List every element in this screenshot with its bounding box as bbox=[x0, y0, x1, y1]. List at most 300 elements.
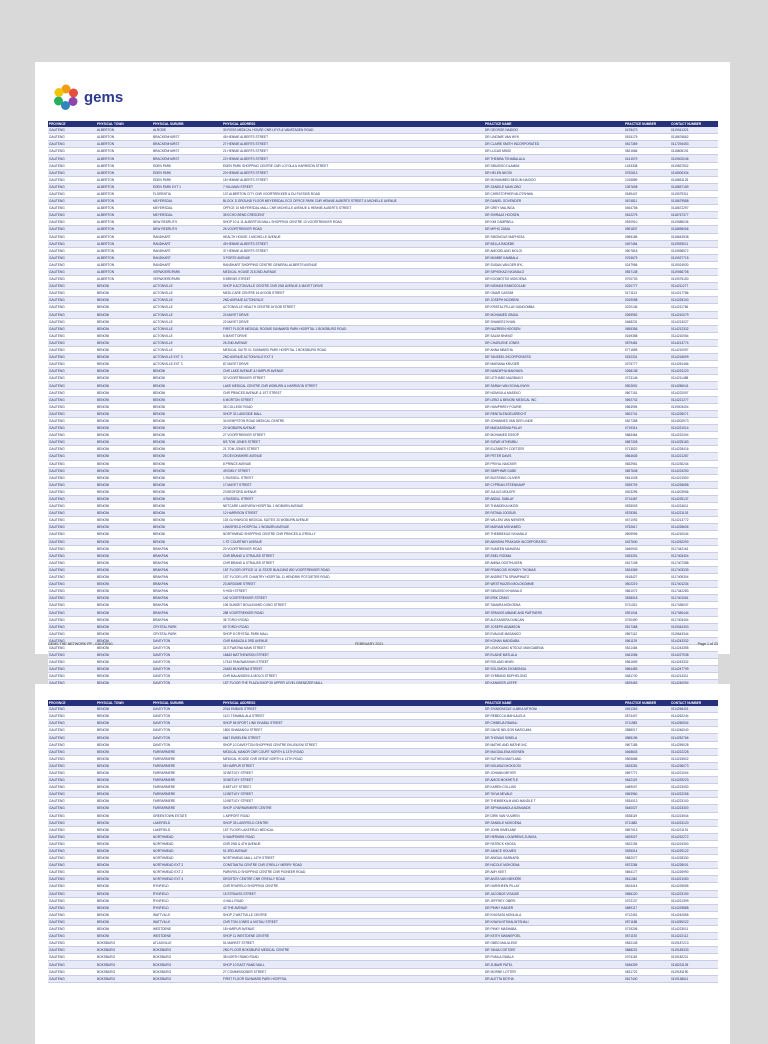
table-cell: 0578381 bbox=[624, 510, 670, 517]
table-cell: GAUTENG bbox=[48, 911, 96, 918]
table-cell: 22 MAYET DRIVE bbox=[222, 318, 484, 325]
table-cell: GAUTENG bbox=[48, 254, 96, 261]
table-row bbox=[48, 155, 718, 162]
table-row bbox=[48, 798, 718, 805]
table-cell: 34 KEMPSTON ROAD MEDICAL CENTRE bbox=[222, 417, 484, 424]
table-row bbox=[48, 904, 718, 911]
table-cell: GAUTENG bbox=[48, 826, 96, 833]
table-cell: 0114223050 bbox=[670, 784, 718, 791]
table-row bbox=[48, 233, 718, 240]
table-cell: 0114223120 bbox=[670, 819, 718, 826]
table-cell: 0169358 bbox=[624, 332, 670, 339]
table-cell: DR JOHN SIMELANE bbox=[484, 826, 624, 833]
table-cell: DR FATIMA JOOSUB bbox=[484, 510, 624, 517]
table-cell: 0557138 bbox=[624, 268, 670, 275]
table-cell: 0546309 bbox=[624, 961, 670, 968]
table-cell: BENONI bbox=[152, 368, 222, 375]
table-cell: NETCARE LAKEVIEW HOSPITAL 1 WOBURN AVENUE bbox=[222, 503, 484, 510]
table-cell: ALBERTON bbox=[96, 127, 152, 134]
table-cell: 0114222112 bbox=[670, 933, 718, 940]
table-cell: GAUTENG bbox=[48, 212, 96, 219]
table-cell: BENONI bbox=[96, 748, 152, 755]
table-cell: 0451363 bbox=[624, 706, 670, 713]
table-row bbox=[48, 961, 718, 968]
table-cell: ACTONVILLE bbox=[152, 283, 222, 290]
table-cell: DAVEYTON bbox=[152, 652, 222, 659]
table-row bbox=[48, 819, 718, 826]
table-cell: LAKEFIELD bbox=[152, 826, 222, 833]
table-cell: 0821666 bbox=[624, 148, 670, 155]
table-row bbox=[48, 926, 718, 933]
table-cell: BENONI bbox=[96, 375, 152, 382]
table-cell: DR ELIZABETH COETZER bbox=[484, 446, 624, 453]
column-header: CONTACT NUMBER bbox=[670, 700, 718, 706]
table-cell: SHOP 65 SPORT LINK EHABILI STREET bbox=[222, 720, 484, 727]
table-cell: 0114212332 bbox=[670, 325, 718, 332]
table-row bbox=[48, 389, 718, 396]
table-cell: GAUTENG bbox=[48, 637, 96, 644]
table-cell: BRAKPAN bbox=[152, 574, 222, 581]
table-cell: 8 PRINCE AVENUE bbox=[222, 460, 484, 467]
table-cell: CNR PRINCES AVENUE & 1ST STREET bbox=[222, 389, 484, 396]
table-cell: WESTDENE bbox=[152, 926, 222, 933]
table-cell: DR WESTHUIZEN MOLOKOMME bbox=[484, 581, 624, 588]
table-cell: DAVEYTON bbox=[152, 637, 222, 644]
table-cell: GAUTENG bbox=[48, 453, 96, 460]
table-cell: RYNFIELD bbox=[152, 883, 222, 890]
table-cell: 0478473 bbox=[624, 127, 670, 134]
table-cell: BENONI bbox=[96, 318, 152, 325]
table-cell: BENONI bbox=[152, 417, 222, 424]
table-cell: 0119002046 bbox=[670, 155, 718, 162]
table-cell: DR MPHO ZUMA bbox=[484, 226, 624, 233]
table-cell: GAUTENG bbox=[48, 798, 96, 805]
table-cell: GAUTENG bbox=[48, 304, 96, 311]
table-cell: 0114223300 bbox=[670, 805, 718, 812]
table-row bbox=[48, 205, 718, 212]
table-cell: BENONI bbox=[96, 904, 152, 911]
table-cell: 0653960 bbox=[624, 791, 670, 798]
table-row bbox=[48, 311, 718, 318]
table-cell: BENONI bbox=[96, 911, 152, 918]
table-cell: BOKSBURG bbox=[152, 961, 222, 968]
table-cell: 27 VOORTREKKER STREET bbox=[222, 432, 484, 439]
table-cell: FARRARMERE bbox=[152, 755, 222, 762]
table-cell: BENONI bbox=[96, 439, 152, 446]
table-cell: GAUTENG bbox=[48, 396, 96, 403]
table-cell: 24 MAYET DRIVE bbox=[222, 311, 484, 318]
table-cell: GAUTENG bbox=[48, 276, 96, 283]
table-cell: 0269952 bbox=[624, 311, 670, 318]
table-cell: GAUTENG bbox=[48, 148, 96, 155]
table-cell: DR PUMLA GWALA bbox=[484, 954, 624, 961]
table-cell: BENONI bbox=[96, 644, 152, 651]
table-cell: 0114225137 bbox=[670, 495, 718, 502]
table-row bbox=[48, 453, 718, 460]
table-cell: DR NOLWAZI MOKGOSI bbox=[484, 762, 624, 769]
table-cell: GAUTENG bbox=[48, 183, 96, 190]
table-cell: BENONI bbox=[96, 826, 152, 833]
table-cell: BENONI bbox=[96, 741, 152, 748]
table-cell: 55 HARPUR STREET bbox=[222, 762, 484, 769]
table-cell: GAUTENG bbox=[48, 297, 96, 304]
table-cell: ACTONVILLE bbox=[152, 332, 222, 339]
table-row bbox=[48, 826, 718, 833]
table-cell: DR MARIANA KRUGER bbox=[484, 361, 624, 368]
table-row bbox=[48, 375, 718, 382]
table-row bbox=[48, 616, 718, 623]
table-cell: DR ALETTA BOTHA bbox=[484, 975, 624, 982]
column-header: PRACTICE NAME bbox=[484, 121, 624, 127]
table-cell: PARKFIELD SHOPPING CENTRE CNR PIONEER ROAD bbox=[222, 869, 484, 876]
table-cell: GAUTENG bbox=[48, 869, 96, 876]
table-cell: GAUTENG bbox=[48, 474, 96, 481]
table-cell: 0632961 bbox=[624, 460, 670, 467]
table-cell: 0464708 bbox=[624, 205, 670, 212]
table-cell: 0661072 bbox=[624, 588, 670, 595]
table-cell: CNR BRAND & STRAUSS STREET bbox=[222, 559, 484, 566]
table-cell: 0461066 bbox=[624, 652, 670, 659]
table-cell: BENONI bbox=[96, 673, 152, 680]
table-cell: ACTONVILLE bbox=[152, 347, 222, 354]
table-cell: 0118605191 bbox=[670, 148, 718, 155]
table-cell: 0114224250 bbox=[670, 467, 718, 474]
table-cell: 26 VOORTREKKER ROAD bbox=[222, 226, 484, 233]
table-cell: 0535014 bbox=[624, 847, 670, 854]
table-row bbox=[48, 339, 718, 346]
table-row bbox=[48, 933, 718, 940]
table-cell: ALBERTON bbox=[96, 155, 152, 162]
table-row bbox=[48, 219, 718, 226]
table-cell: 27 COMMISSIONER STREET bbox=[222, 968, 484, 975]
table-row bbox=[48, 368, 718, 375]
table-cell: 0535003 bbox=[624, 503, 670, 510]
table-cell: BENONI bbox=[96, 630, 152, 637]
table-cell: DR JOSEPH ADAMSON bbox=[484, 623, 624, 630]
table-row bbox=[48, 784, 718, 791]
table-cell: 0692742 bbox=[624, 396, 670, 403]
table-cell: RANDHART bbox=[152, 240, 222, 247]
table-cell: OFFICE 10 MEYERSDAL MALL CNR MICHELLE AVENUE & HENNIE ALBERTS STREET bbox=[222, 205, 484, 212]
table-cell: 0247956 bbox=[624, 261, 670, 268]
table-row bbox=[48, 911, 718, 918]
table-cell: 31 ETWATWA MAIN STREET bbox=[222, 644, 484, 651]
table-cell: 0114225555 bbox=[670, 883, 718, 890]
table-cell: BENONI bbox=[96, 659, 152, 666]
table-cell: BENONI bbox=[96, 559, 152, 566]
table-cell: MEDICAL HOUSE CNR GREAT NORTH & 13TH ROAD bbox=[222, 755, 484, 762]
table-cell: 0118661125 bbox=[670, 176, 718, 183]
table-row bbox=[48, 127, 718, 134]
table-cell: 18483 MATTHEWSON STREET bbox=[222, 652, 484, 659]
table-cell: 0561129 bbox=[624, 637, 670, 644]
table-row bbox=[48, 240, 718, 247]
table-cell: 0572284 bbox=[624, 862, 670, 869]
table-row bbox=[48, 602, 718, 609]
table-cell: DR SYBRAND BOPHELONG bbox=[484, 673, 624, 680]
table-cell: FLORENTIA bbox=[152, 190, 222, 197]
table-cell: EDEN PARK EXT 1 bbox=[152, 183, 222, 190]
table-cell: 0114250534 bbox=[670, 720, 718, 727]
table-cell: 0119643344 bbox=[670, 630, 718, 637]
table-cell: RYNFIELD bbox=[152, 890, 222, 897]
table-cell: 0117401061 bbox=[670, 595, 718, 602]
table-cell: 0403296 bbox=[624, 488, 670, 495]
table-cell: BENONI bbox=[152, 389, 222, 396]
table-cell: 5 MAYET DRIVE bbox=[222, 332, 484, 339]
table-cell: DR TIKVA NEVALE bbox=[484, 791, 624, 798]
table-cell: 0114259028 bbox=[670, 741, 718, 748]
table-cell: GAUTENG bbox=[48, 325, 96, 332]
table-cell: 0118000334 bbox=[670, 169, 718, 176]
table-cell: 6667 EMSELENI STREET bbox=[222, 734, 484, 741]
table-cell: 0763679 bbox=[624, 254, 670, 261]
table-cell: 32 BETLEY STREET bbox=[222, 769, 484, 776]
table-cell: EDEN PARK bbox=[152, 169, 222, 176]
table-cell: SHOP 2 WATTVILLE CENTRE bbox=[222, 911, 484, 918]
table-cell: BENONI bbox=[96, 840, 152, 847]
table-cell: 36 TORCH ROAD bbox=[222, 616, 484, 623]
table-cell: MEDICAL SUITE 01 SUNWARD PARK HOSPITAL 1 BOKSBURG ROAD bbox=[222, 347, 484, 354]
table-row bbox=[48, 531, 718, 538]
table-cell: BENONI bbox=[96, 812, 152, 819]
table-cell: BENONI bbox=[152, 467, 222, 474]
table-cell: BLOCK D GROUND FLOOR MEYERSDAL ECO OFFICE PARK CNR HENNIE ALBERTS STREET & MICHELLE AVENUE bbox=[222, 198, 484, 205]
table-cell: NEW REDRUTH bbox=[152, 219, 222, 226]
table-cell: BENONI bbox=[152, 474, 222, 481]
table-cell: 1 AIRPORT ROAD bbox=[222, 812, 484, 819]
table-cell: 0507818 bbox=[624, 247, 670, 254]
table-cell: BENONI bbox=[96, 503, 152, 510]
column-header: PROVINCE bbox=[48, 121, 96, 127]
table-cell: DR PINKY MASHABA bbox=[484, 926, 624, 933]
table-cell: GAUTENG bbox=[48, 425, 96, 432]
table-cell: DR THEMBA TSHABALALA bbox=[484, 155, 624, 162]
table-row bbox=[48, 268, 718, 275]
table-cell: CNR TOM JONES & MOTAU STREET bbox=[222, 918, 484, 925]
table-cell: GAUTENG bbox=[48, 432, 96, 439]
table-row bbox=[48, 897, 718, 904]
table-cell: DR PINNY HAIDER bbox=[484, 904, 624, 911]
table-row bbox=[48, 467, 718, 474]
table-row bbox=[48, 727, 718, 734]
table-cell: 0642119 bbox=[624, 777, 670, 784]
table-cell: 0629027 bbox=[624, 833, 670, 840]
table-cell: GAUTENG bbox=[48, 460, 96, 467]
table-row bbox=[48, 538, 718, 545]
table-cell: 0189447 bbox=[624, 190, 670, 197]
table-cell: DR MAGDALENA KEENEN bbox=[484, 748, 624, 755]
table-row bbox=[48, 276, 718, 283]
table-cell: DROSTDY CENTRE CNR O'REILLY ROAD bbox=[222, 876, 484, 883]
table-cell: NORTHMEAD bbox=[152, 847, 222, 854]
table-cell: 0319058 bbox=[624, 297, 670, 304]
table-cell: 0114246040 bbox=[670, 727, 718, 734]
table-row bbox=[48, 812, 718, 819]
table-cell: 0114222268 bbox=[670, 791, 718, 798]
table-cell: 0114221103 bbox=[670, 510, 718, 517]
table-cell: GAUTENG bbox=[48, 169, 96, 176]
table-cell: BRAKPAN bbox=[152, 566, 222, 573]
table-cell: BENONI bbox=[96, 290, 152, 297]
table-cell: 37 HENNIE ALBERTS STREET bbox=[222, 247, 484, 254]
table-cell: GAUTENG bbox=[48, 332, 96, 339]
table-cell: BENONI bbox=[96, 869, 152, 876]
table-cell: BRACKENHURST bbox=[152, 155, 222, 162]
provider-table bbox=[48, 121, 718, 695]
table-cell: 0114223100 bbox=[670, 798, 718, 805]
table-row bbox=[48, 890, 718, 897]
table-cell: DR AMOS MOKHETLE bbox=[484, 777, 624, 784]
table-row bbox=[48, 162, 718, 169]
table-cell: DR LETHABO MAZIBUKO bbox=[484, 375, 624, 382]
table-cell: DR JEFFREY OBERI bbox=[484, 897, 624, 904]
table-cell: EDEN PARK bbox=[152, 176, 222, 183]
table-cell: DR PETER DAVIS bbox=[484, 453, 624, 460]
table-cell: DR JOSEPH NGOBENI bbox=[484, 297, 624, 304]
table-cell: 107 ALBERTON CITY CNR VOORTREKKER & DU PLESSIS ROAD bbox=[222, 190, 484, 197]
table-cell: BENONI bbox=[96, 602, 152, 609]
table-cell: 0920910 bbox=[624, 219, 670, 226]
table-cell: DR SANDILE MAHLOBO bbox=[484, 183, 624, 190]
table-cell: BENONI bbox=[96, 425, 152, 432]
table-cell: DR SPANIOS MBANE AND PARTNERS bbox=[484, 609, 624, 616]
table-cell: GAUTENG bbox=[48, 855, 96, 862]
table-cell: 0437640 bbox=[624, 538, 670, 545]
table-cell: 0640027 bbox=[624, 805, 670, 812]
table-cell: 0607185 bbox=[624, 741, 670, 748]
table-cell: GAUTENG bbox=[48, 503, 96, 510]
table-cell: DR OMAR CASSIM bbox=[484, 290, 624, 297]
table-cell: GAUTENG bbox=[48, 862, 96, 869]
table-cell: GAUTENG bbox=[48, 609, 96, 616]
table-cell: GAUTENG bbox=[48, 545, 96, 552]
table-cell: ALBERTON bbox=[96, 148, 152, 155]
table-cell: 0114256401 bbox=[670, 706, 718, 713]
table-cell: 5 BREWS STREET bbox=[222, 276, 484, 283]
table-cell: DR KHAYA NTSHALINTSHALI bbox=[484, 918, 624, 925]
table-cell: 0517368 bbox=[624, 623, 670, 630]
table-cell: 0607151 bbox=[624, 389, 670, 396]
table-cell: 0114243332 bbox=[670, 659, 718, 666]
table-cell: LAKE MEDICAL CENTRE CNR WOBURN & HARRISON STREET bbox=[222, 382, 484, 389]
table-cell: 0703118 bbox=[624, 954, 670, 961]
table-row bbox=[48, 791, 718, 798]
table-cell: DR SHANEEZ KHAN bbox=[484, 318, 624, 325]
table-cell: SHOP 10 & 11 ALBERTON MALL SHOPPING CENTRE 13 VOORTREKKER ROAD bbox=[222, 219, 484, 226]
table-cell: 0118696066 bbox=[670, 226, 718, 233]
table-cell: 0481740 bbox=[624, 673, 670, 680]
table-cell: DAVEYTON bbox=[152, 734, 222, 741]
table-cell: DR DANIEL GOVENDER bbox=[484, 198, 624, 205]
table-cell: DR SOLOMON SIYABONGA bbox=[484, 666, 624, 673]
table-cell: 0114223190 bbox=[670, 890, 718, 897]
table-cell: DR WILLEM VAN NIEKERK bbox=[484, 517, 624, 524]
table-cell: 0114243332 bbox=[670, 637, 718, 644]
table-cell: 1121 TSHABALALA STREET bbox=[222, 713, 484, 720]
table-cell: DR KIM CAMPBELL bbox=[484, 219, 624, 226]
table-cell: 0119027715 bbox=[670, 254, 718, 261]
table-cell: DR GREY MALINGA bbox=[484, 205, 624, 212]
table-cell: 0119075150 bbox=[670, 276, 718, 283]
table-cell: GAUTENG bbox=[48, 926, 96, 933]
table-row bbox=[48, 382, 718, 389]
table-cell: BRAKPAN bbox=[152, 545, 222, 552]
table-cell: GAUTENG bbox=[48, 446, 96, 453]
table-row bbox=[48, 588, 718, 595]
table-cell: GAUTENG bbox=[48, 531, 96, 538]
table-cell: 23 BEDFORD AVENUE bbox=[222, 488, 484, 495]
table-cell: 0114221277 bbox=[670, 396, 718, 403]
footer-page-number: Page 1 of 23 bbox=[697, 642, 718, 646]
table-cell: NORTHMEAD EXT 2 bbox=[152, 869, 222, 876]
table-cell: DAVEYTON bbox=[152, 713, 222, 720]
table-cell: BENONI bbox=[96, 727, 152, 734]
table-cell: GAUTENG bbox=[48, 389, 96, 396]
table-cell: DR CHARLENE JONES bbox=[484, 339, 624, 346]
table-cell: 0117450444 bbox=[670, 609, 718, 616]
table-cell: GAUTENG bbox=[48, 890, 96, 897]
table-cell: 18 HARPUR AVENUE bbox=[222, 926, 484, 933]
table-cell: BENONI bbox=[96, 481, 152, 488]
table-cell: DR ROLAND MNISI bbox=[484, 659, 624, 666]
column-header: PRACTICE NAME bbox=[484, 700, 624, 706]
table-cell: SHOP 8 CRYSTAL PARK MALL bbox=[222, 630, 484, 637]
table-cell: DR THOMAS SIWELA bbox=[484, 734, 624, 741]
table-cell: ALBERTON bbox=[96, 219, 152, 226]
table-cell: DAVEYTON bbox=[152, 741, 222, 748]
table-cell: BENONI bbox=[152, 488, 222, 495]
table-cell: LINKSFIELD HOSPITAL 1 WOBURN AVENUE bbox=[222, 524, 484, 531]
table-cell: GAUTENG bbox=[48, 876, 96, 883]
table-cell: GAUTENG bbox=[48, 652, 96, 659]
table-cell: DR MATHE AND MATHE INC bbox=[484, 741, 624, 748]
gems-flower-icon bbox=[51, 82, 81, 112]
table-cell: 0117403404 bbox=[670, 616, 718, 623]
table-cell: 0114213774 bbox=[670, 339, 718, 346]
table-cell: DAVEYTON bbox=[152, 666, 222, 673]
table-cell: ACTONVILLE EXT 3 bbox=[152, 361, 222, 368]
table-cell: 0711331 bbox=[624, 602, 670, 609]
table-cell: BENONI bbox=[96, 616, 152, 623]
table-cell: BENONI bbox=[96, 304, 152, 311]
table-cell: BENONI bbox=[152, 439, 222, 446]
table-cell: 0114224611 bbox=[670, 503, 718, 510]
table-cell: 0689117 bbox=[624, 904, 670, 911]
table-cell: ALBERTON bbox=[96, 134, 152, 141]
table-cell: DR LEBO & BENONI MEDICAL INC bbox=[484, 396, 624, 403]
table-cell: BRAKPAN bbox=[152, 609, 222, 616]
table-cell: 0119181190 bbox=[670, 968, 718, 975]
table-cell: 20 HENNIE ALBERTS STREET bbox=[222, 169, 484, 176]
table-cell: BOKSBURG bbox=[96, 954, 152, 961]
table-cell: 0521484 bbox=[624, 644, 670, 651]
table-cell: EDEN PARK SHOPPING CENTRE CNR LOYOLA & HARRISON STREET bbox=[222, 162, 484, 169]
table-cell: 49 HENNIE ALBERTS STREET bbox=[222, 240, 484, 247]
table-cell: 0539703 bbox=[624, 481, 670, 488]
table-cell: DR ABHISHA PRAKASH INCORPORATED bbox=[484, 538, 624, 545]
table-cell: BENONI bbox=[96, 545, 152, 552]
table-cell: 0453251 bbox=[624, 552, 670, 559]
table-cell: 0664483 bbox=[624, 666, 670, 673]
table-row bbox=[48, 297, 718, 304]
table-cell: BENONI bbox=[96, 876, 152, 883]
table-cell: GAUTENG bbox=[48, 517, 96, 524]
table-cell: BRAKPAN bbox=[152, 552, 222, 559]
table-cell: 4 HALL ROAD bbox=[222, 897, 484, 904]
table-cell: DAVEYTON bbox=[152, 727, 222, 734]
table-cell: 0114228001 bbox=[670, 862, 718, 869]
